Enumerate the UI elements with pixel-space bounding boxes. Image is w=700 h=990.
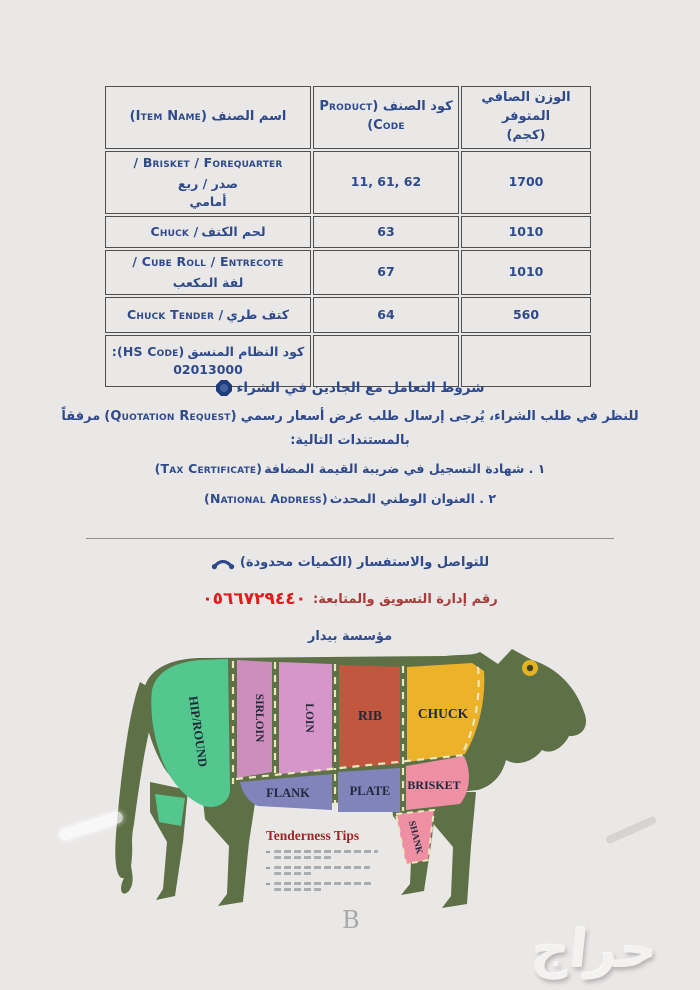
contact-row <box>0 554 700 571</box>
cut-label-plate: PLATE <box>349 784 391 798</box>
phone-receiver-icon <box>211 554 235 571</box>
header-weight-ar: الوزن الصافي المتوفر <box>481 90 571 124</box>
phone-label: رقم إدارة التسويق والمتابعة: <box>313 591 498 607</box>
terms-item-2 <box>0 491 700 506</box>
header-name: اسم الصنف (Item Name) <box>105 86 311 149</box>
terms-heading-row <box>0 380 700 396</box>
section-divider <box>86 538 614 539</box>
phone-row <box>0 589 700 609</box>
terms-text-ar: للنظر في طلب الشراء، يُرجى إرسال طلب عرض أسعار رسمي <box>240 409 639 424</box>
item2-en: (National Address) <box>204 491 328 506</box>
tenderness-tips-title: Tenderness Tips <box>266 828 360 843</box>
table-row <box>105 250 591 295</box>
tips-line-group <box>266 850 416 859</box>
weight-value: 1010 <box>508 264 544 280</box>
weight-value: 1700 <box>508 174 544 190</box>
item-name-en: Cube Roll / Entrecote / <box>132 253 284 269</box>
terms-text-line2: بالمستندات التالية: <box>290 433 410 448</box>
item-name-cell <box>105 250 311 295</box>
contact-line: للتواصل والاستفسار (الكميات محدودة) <box>239 555 490 570</box>
item-name-ar: لفة المكعب <box>172 275 244 291</box>
paper-smudge <box>605 815 658 844</box>
weight-value: 1010 <box>508 223 544 239</box>
terms-text-tail: مرفقاً <box>61 409 101 424</box>
company-name: مؤسسة بيدار <box>307 629 393 644</box>
product-table <box>103 84 593 389</box>
terms-text-en: (Quotation Request) <box>104 409 237 424</box>
item-name-ar-line2: أمامي <box>189 193 227 209</box>
table-header-row <box>105 86 591 149</box>
item-name-en: Brisket / Forequarter / <box>133 154 283 170</box>
cut-label-loin: LOIN <box>303 703 315 733</box>
item-name-cell <box>105 151 311 214</box>
cut-label-shank: SHANK <box>406 819 424 856</box>
phone-number: ٠٥٦٦٧٢٩٤٤٠ <box>202 589 306 609</box>
tips-line-group <box>266 882 416 891</box>
cow-rear-leg-near <box>202 792 256 906</box>
item2-ar: ٢ . العنوان الوطني المحدث <box>329 491 496 506</box>
weight-value: 560 <box>512 307 540 323</box>
cut-label-hip-round: HIP/ROUND <box>186 695 210 768</box>
item-name-ar: صدر / ربع <box>177 175 239 191</box>
hs-code-number: 02013000 <box>173 362 243 378</box>
table-row <box>105 216 591 248</box>
letter-watermark: B <box>342 906 360 934</box>
cut-label-chuck: CHUCK <box>417 706 469 721</box>
code-value: 67 <box>377 264 395 280</box>
cut-label-sirloin: SIRLOIN <box>253 693 265 743</box>
item-name-en: / Chuck <box>150 223 199 239</box>
cut-label-rib: RIB <box>357 708 383 723</box>
item-name-cell <box>105 216 311 248</box>
code-value: 63 <box>377 223 395 239</box>
header-weight <box>461 86 591 149</box>
tips-line-group <box>266 866 416 875</box>
item-name-ar: كتف طري <box>226 307 290 323</box>
code-value: 11, 61, 62 <box>350 174 422 190</box>
cut-hip-leg-patch <box>155 794 185 826</box>
octagon-icon <box>216 380 232 396</box>
item-name-cell <box>105 297 311 333</box>
cut-label-brisket: BRISKET <box>407 778 461 792</box>
code-value: 64 <box>377 307 395 323</box>
terms-heading: شروط التعامل مع الجادين في الشراء <box>236 380 485 396</box>
cut-label-flank: FLANK <box>266 786 310 800</box>
tenderness-tips-block <box>266 828 416 898</box>
item-name-ar: لحم الكتف <box>201 223 266 239</box>
table-row <box>105 151 591 214</box>
item1-ar: ١ . شهادة التسجيل في ضريبة القيمة المضافة <box>264 461 546 476</box>
terms-item-1 <box>0 461 700 476</box>
hs-code-ar: كود النظام المنسق <box>187 344 305 360</box>
table-row <box>105 297 591 333</box>
terms-paragraph-line1 <box>0 409 700 424</box>
hs-code-en: (HS Code): <box>111 344 185 360</box>
item1-en: (Tax Certificate) <box>154 461 263 476</box>
cow-eye-pupil <box>527 665 533 671</box>
company-name-row <box>0 629 700 644</box>
haraj-logo-watermark: حراج <box>529 920 661 980</box>
terms-paragraph-line2 <box>0 433 700 448</box>
item-name-en: / Chuck Tender <box>126 307 224 323</box>
header-weight-unit: (كجم) <box>506 127 546 143</box>
header-code: كود الصنف (Product Code) <box>313 86 459 149</box>
